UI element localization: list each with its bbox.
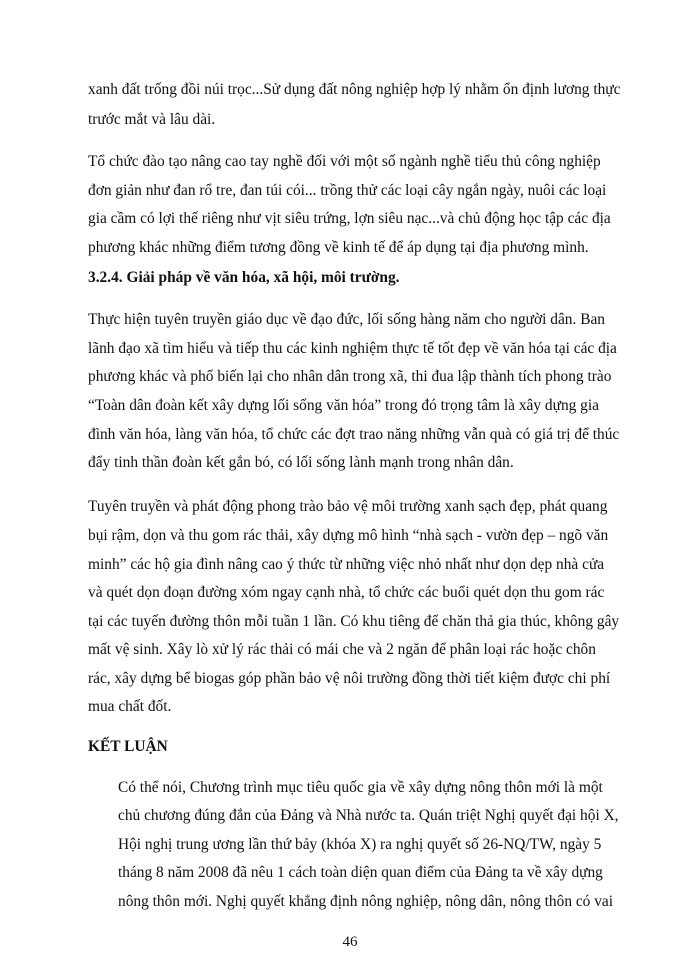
text-line: Thực hiện tuyên truyền giáo dục về đạo đức, lối sống hàng năm cho người dân. Ban: [88, 311, 605, 328]
text-line: tháng 8 năm 2008 đã nêu 1 cách toàn diện quan điểm của Đảng ta về xây dựng: [118, 864, 603, 881]
text-line: phương khác những điểm tương đồng về kinh tế để áp dụng tại địa phương mình.: [88, 239, 589, 256]
text-line: xanh đất trống đồi núi trọc...Sử dụng đất nông nghiệp hợp lý nhằm ổn định lương thực: [88, 81, 621, 98]
text-line: Hội nghị trung ương lần thứ bảy (khóa X) ra nghị quyết số 26-NQ/TW, ngày 5: [118, 836, 602, 853]
text-line: Tuyên truyền và phát động phong trào bảo vệ môi trường xanh sạch đẹp, phát quang: [88, 498, 608, 515]
text-line: tại các tuyến đường thôn mỗi tuần 1 lần. Có khu tiêng để chăn thả gia thúc, không gây: [88, 613, 620, 630]
text-line: mất vệ sinh. Xây lò xử lý rác thải có mái che và 2 ngăn để phân loại rác hoặc chôn: [88, 641, 596, 658]
page-number: 46: [342, 934, 358, 950]
text-line: chủ chương đúng đắn của Đảng và Nhà nước ta. Quán triệt Nghị quyết đại hội X,: [118, 807, 619, 824]
text-line: Có thể nói, Chương trình mục tiêu quốc gia về xây dựng nông thôn mới là một: [118, 779, 603, 796]
text-line: minh” các hộ gia đình nâng cao ý thức từ những việc nhỏ nhất như dọn dẹp nhà cửa: [88, 556, 605, 573]
text-line: rác, xây dựng bể biogas góp phần bảo vệ nôi trường đồng thời tiết kiệm được chi phí: [88, 670, 611, 687]
text-line: đẩy tinh thần đoàn kết gắn bó, có lối sống lành mạnh trong nhân dân.: [88, 454, 514, 471]
text-line: đơn giản như đan rổ tre, đan túi cói... trồng thử các loại cây ngắn ngày, nuôi các loại: [88, 182, 607, 199]
text-line: đình văn hóa, làng văn hóa, tổ chức các đợt trao năng những vẫn quà có giá trị để thúc: [88, 426, 620, 443]
text-line: gia cầm có lợi thế riêng như vịt siêu trứng, lợn siêu nạc...và chủ động học tập các địa: [88, 210, 611, 227]
section-heading: 3.2.4. Giải pháp về văn hóa, xã hội, môi trường.: [88, 269, 400, 286]
text-line: lãnh đạo xã tìm hiểu và tiếp thu các kinh nghiệm thực tế tốt đẹp về văn hóa tại các địa: [88, 340, 617, 357]
text-line: “Toàn dân đoàn kết xây dựng lối sống văn hóa” trong đó trọng tâm là xây dựng gia: [88, 397, 599, 414]
text-line: Tổ chức đào tạo nâng cao tay nghề đối với một số ngành nghề tiểu thủ công nghiệp: [88, 153, 601, 170]
text-line: bụi rậm, dọn và thu gom rác thải, xây dựng mô hình “nhà sạch - vườn đẹp – ngõ văn: [88, 527, 609, 544]
text-line: mua chất đốt.: [88, 698, 172, 715]
text-line: nông thôn mới. Nghị quyết khẳng định nông nghiệp, nông dân, nông thôn có vai: [118, 893, 614, 910]
text-line: và quét dọn đoạn đường xóm ngay cạnh nhà, tổ chức các buổi quét dọn thu gom rác: [88, 584, 605, 601]
conclusion-heading: KẾT LUẬN: [88, 738, 168, 755]
text-line: phương khác và phổ biến lại cho nhân dân trong xã, thi đua lập thành tích phong trào: [88, 368, 612, 385]
text-line: trước mắt và lâu dài.: [88, 111, 216, 128]
